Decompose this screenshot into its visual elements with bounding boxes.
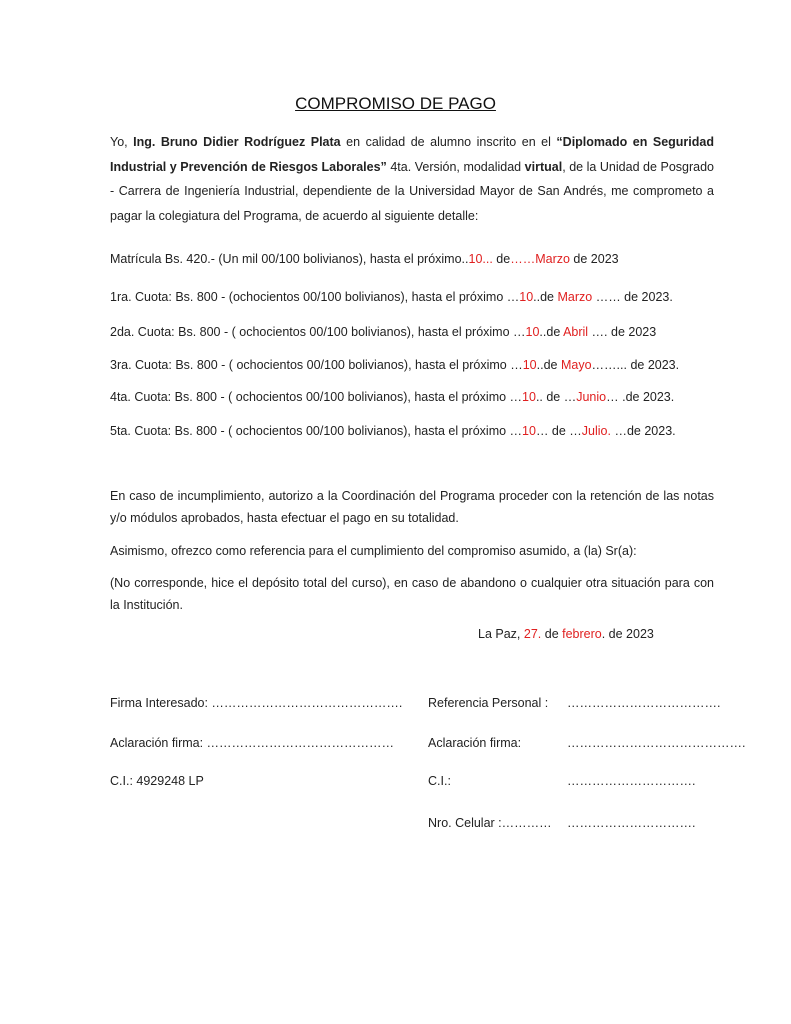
cuota-month: Julio. — [581, 424, 611, 438]
ci-referencia-label: C.I.: — [428, 774, 451, 788]
cuota-day: 10 — [522, 424, 536, 438]
ci-referencia-dots: …………………………. — [567, 774, 696, 788]
cuota-month: Junio — [576, 390, 607, 404]
date-year: . de 2023 — [601, 627, 654, 641]
matricula-year: de 2023 — [569, 252, 619, 266]
cuota-month: Mayo — [560, 358, 592, 372]
cuota-text: 5ta. Cuota: Bs. 800 - ( ochocientos 00/100 bolivianos), hasta el próximo … — [110, 424, 523, 438]
date-city: La Paz, — [478, 627, 524, 641]
matricula-month: ……Marzo — [510, 252, 570, 266]
program-name: “Diplomado en Seguridad Industrial y Prevención de Riesgos Laborales” — [110, 135, 714, 174]
cuota-day: 10 — [522, 390, 536, 404]
cuota-text: 2da. Cuota: Bs. 800 - ( ochocientos 00/100 bolivianos), hasta el próximo … — [110, 325, 526, 339]
document-title: COMPROMISO DE PAGO — [295, 94, 496, 113]
cuota-year: …. de 2023 — [588, 325, 657, 339]
matricula-line — [110, 252, 619, 266]
aclaracion-firma-right-label: Aclaración firma: — [428, 736, 522, 750]
matricula-day: 10... — [468, 252, 493, 266]
cuota-year: ……... de 2023. — [591, 358, 680, 372]
intro-text-4: , de la Unidad de Posgrado - Carrera de Ingeniería Industrial, dependiente de la Universidad Mayor de San Andrés, me comprometo a pagar la colegiatura del Programa, de acuerdo al siguiente detalle: — [110, 159, 715, 223]
aclaracion-firma-left: Aclaración firma: ……………………………………… — [110, 736, 395, 750]
cuota-de: ..de — [536, 358, 561, 372]
cuota-day: 10 — [519, 290, 534, 304]
cuota-line-1 — [110, 290, 673, 304]
nro-celular-label: Nro. Celular :………… — [428, 816, 552, 830]
incumplimiento-clause: En caso de incumplimiento, autorizo a la Coordinación del Programa proceder con la retención de las notas y/o módulos aprobados, hasta efectuar el pago en su totalidad. — [110, 489, 714, 525]
ci-interesado: C.I.: 4929248 LP — [110, 774, 204, 788]
cuota-day: 10 — [522, 358, 537, 372]
cuota-year: …de 2023. — [610, 424, 676, 438]
cuota-day: 10 — [525, 325, 540, 339]
cuota-month: Abril — [563, 325, 589, 339]
date-day: 27. — [523, 627, 542, 641]
cuota-de: .. de … — [535, 390, 577, 404]
cuota-de: ..de — [533, 290, 558, 304]
cuota-line-5 — [110, 424, 676, 438]
intro-text-1: Yo, — [110, 135, 134, 149]
cuota-de: ..de — [539, 325, 564, 339]
date-line — [478, 627, 654, 641]
cuota-month: Marzo — [557, 290, 593, 304]
cuota-text: 4ta. Cuota: Bs. 800 - ( ochocientos 00/100 bolivianos), hasta el próximo … — [110, 390, 523, 404]
firma-interesado: Firma Interesado: ………………………………………. — [110, 696, 403, 710]
intro-paragraph — [110, 130, 714, 228]
intro-text-2: en calidad de alumno inscrito en el — [340, 135, 557, 149]
nota-clause: (No corresponde, hice el depósito total del curso), en caso de abandono o cualquier otra situación para con la Institución. — [110, 576, 714, 612]
cuota-text: 3ra. Cuota: Bs. 800 - ( ochocientos 00/100 bolivianos), hasta el próximo … — [110, 358, 523, 372]
date-de: de — [541, 627, 563, 641]
cuota-line-3 — [110, 358, 679, 372]
intro-text-3: 4ta. Versión, modalidad — [386, 159, 525, 174]
cuota-line-2 — [110, 325, 656, 339]
aclaracion-firma-right-dots: ……………………………………. — [567, 736, 746, 750]
referencia-personal-label: Referencia Personal : — [428, 696, 549, 710]
nro-celular-dots: …………………………. — [567, 816, 696, 830]
referencia-clause: Asimismo, ofrezco como referencia para el cumplimiento del compromiso asumido, a (la) Sr(a): — [110, 544, 637, 558]
referencia-personal-dots: ………………………………. — [567, 696, 721, 710]
date-month: febrero — [562, 627, 602, 641]
cuota-year: …… de 2023. — [592, 290, 673, 304]
cuota-line-4 — [110, 390, 674, 404]
cuota-text: 1ra. Cuota: Bs. 800 - (ochocientos 00/100 bolivianos), hasta el próximo … — [110, 290, 520, 304]
cuota-year: … .de 2023. — [606, 390, 675, 404]
cuota-de: … de … — [535, 424, 582, 438]
modality: virtual — [524, 159, 563, 174]
student-name: Ing. Bruno Didier Rodríguez Plata — [133, 135, 341, 149]
matricula-text: Matrícula Bs. 420.- (Un mil 00/100 bolivianos), hasta el próximo.. — [110, 252, 469, 266]
matricula-de: de — [492, 252, 511, 266]
